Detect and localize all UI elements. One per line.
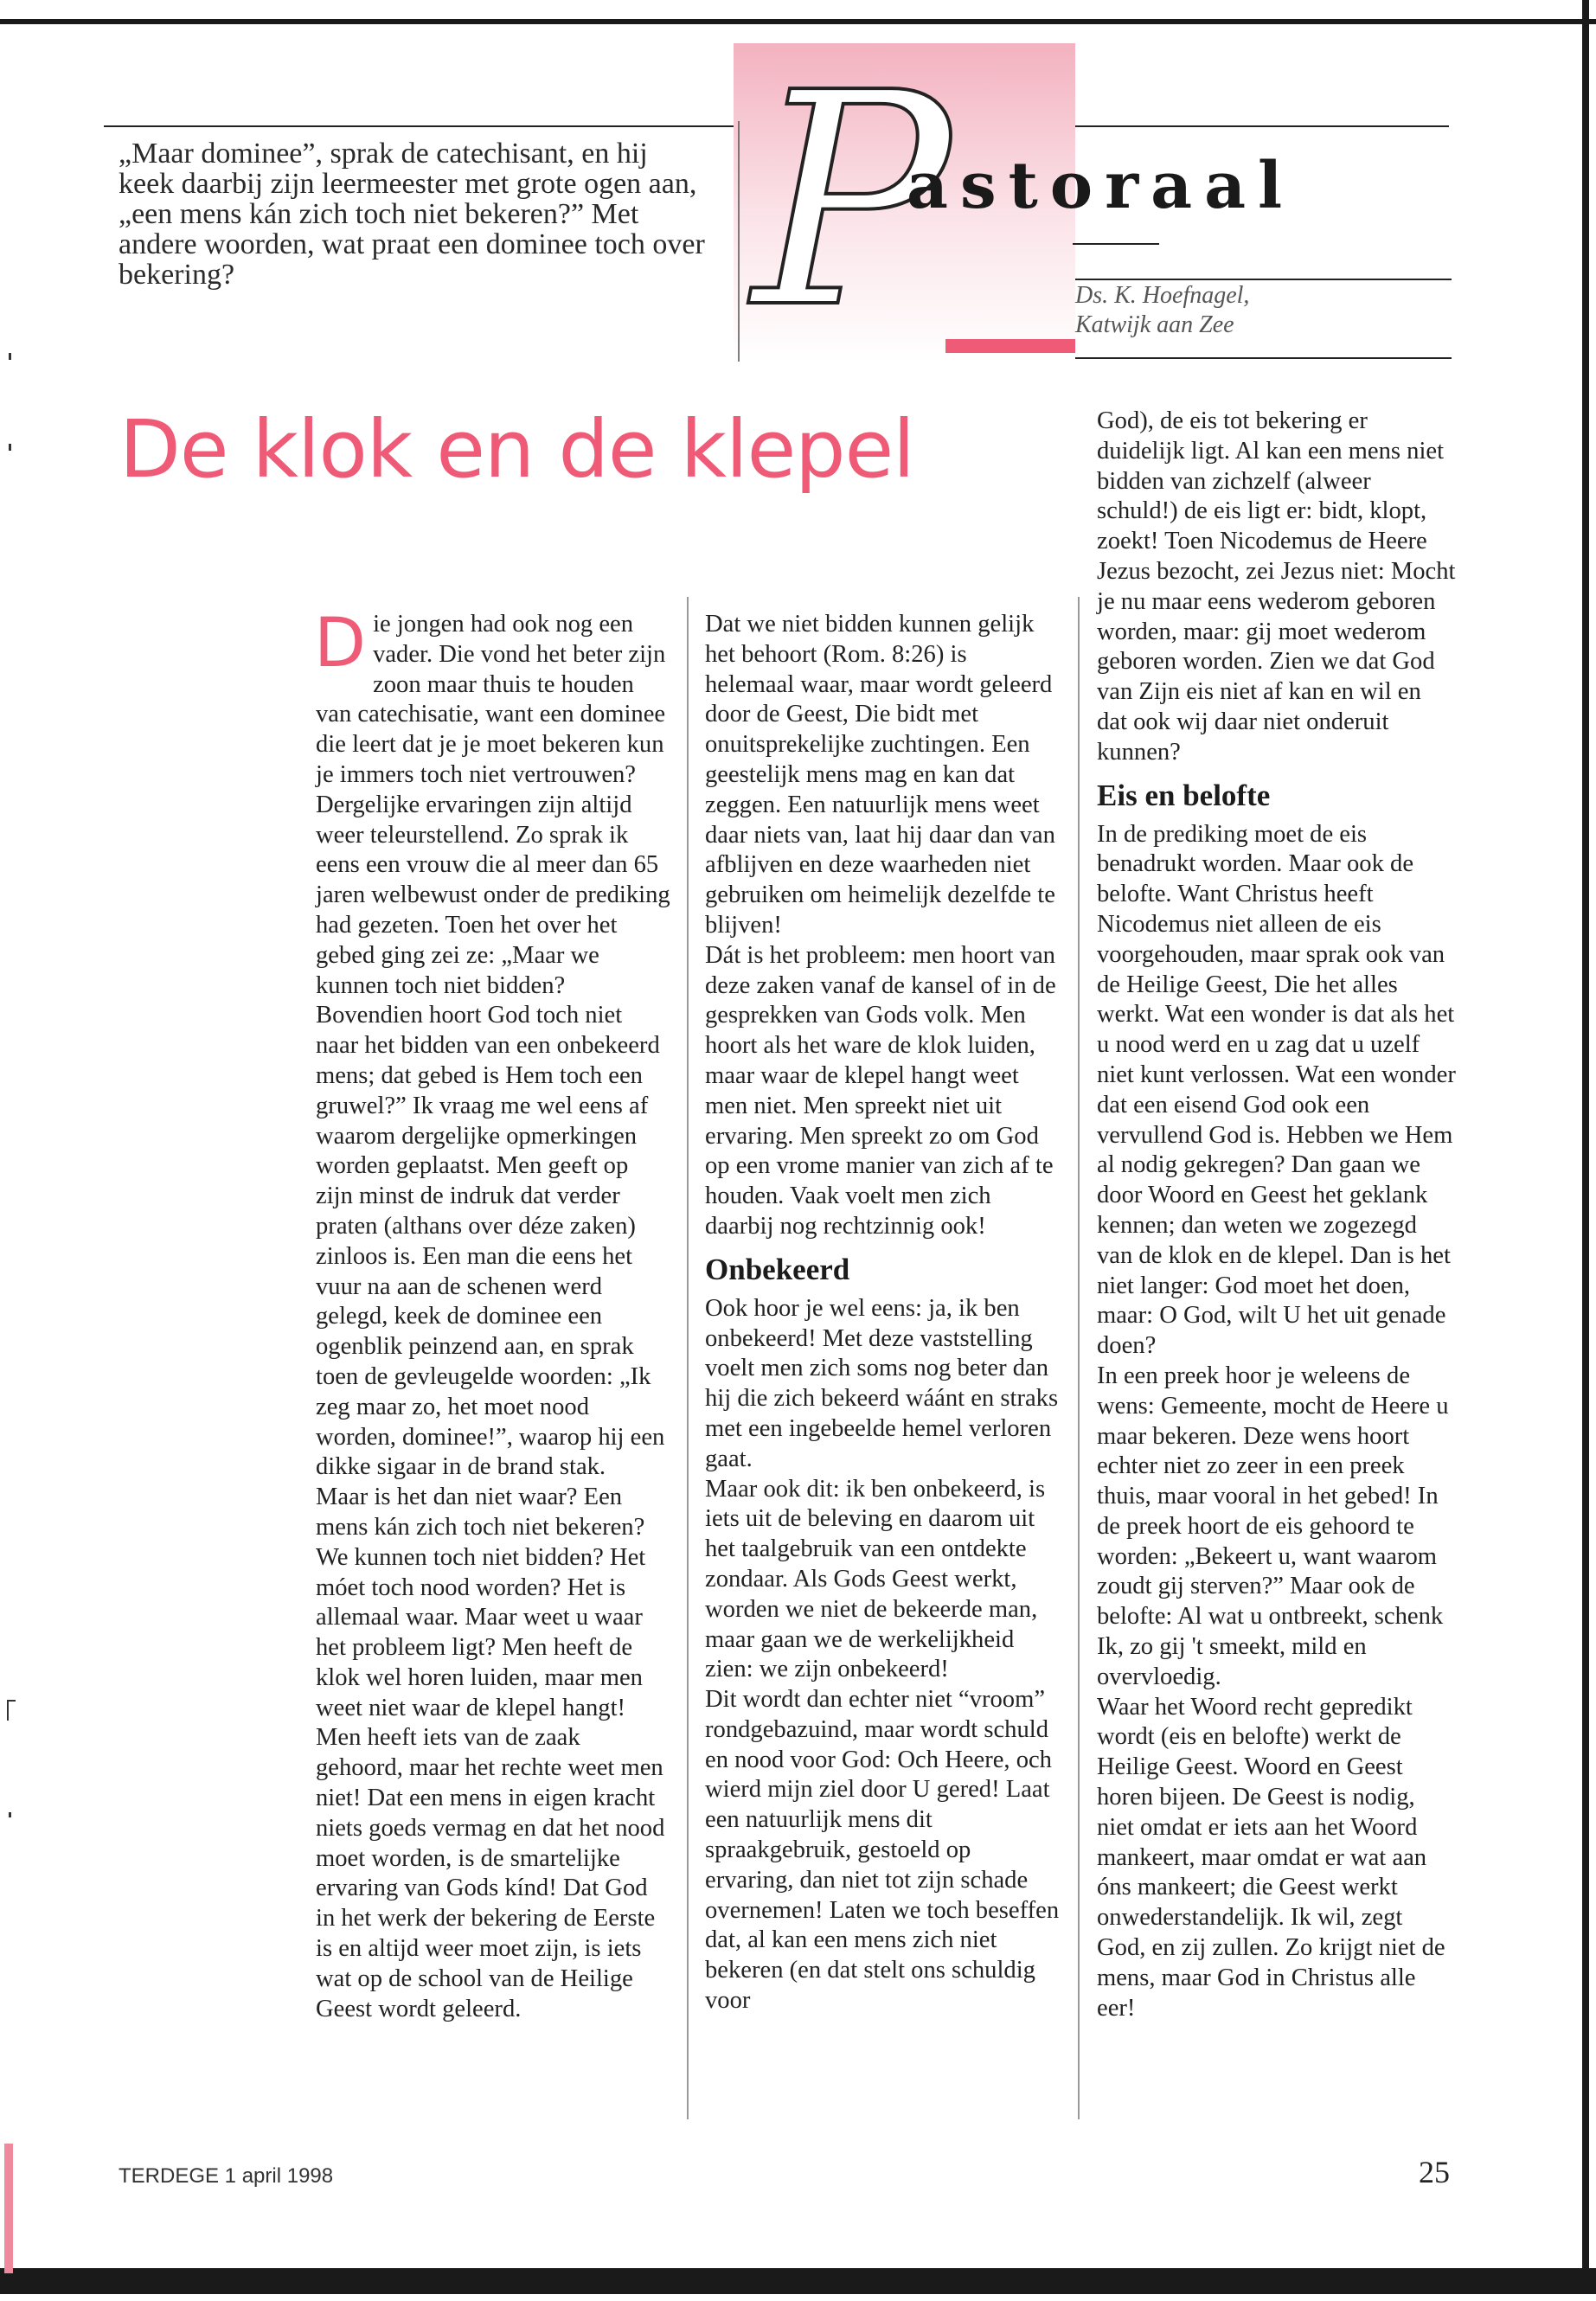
header-rule-left: [104, 125, 735, 127]
byline-rule-top: [1073, 279, 1452, 280]
column-divider: [1078, 597, 1080, 2119]
page-number: 25: [1419, 2155, 1450, 2189]
article-headline: De klok en de klepel: [119, 403, 914, 496]
logo-initial-letter: P: [753, 43, 951, 362]
subheading-eis-en-belofte: Eis en belofte: [1097, 778, 1271, 812]
scan-mark: [7, 1700, 9, 1721]
footer-magazine-date: TERDEGE 1 april 1998: [119, 2164, 334, 2188]
drop-cap: D: [314, 605, 367, 683]
body-paragraph: Dat we niet bidden kunnen gelijk het behoort (Rom. 8:26) is helemaal waar, maar wordt geleerd door de Geest, Die bidt met onuitsprekelijke zuchtingen. Een geestelijk mens mag en kan dat zeggen. Een natuurlijk mens weet daar niets van, laat hij daar dan van afblijven en deze waarheden niet gebruiken om heimelijk dezelfde te blijven!: [705, 611, 1055, 939]
bottom-rule: [0, 2268, 1596, 2294]
pink-margin-strip: [4, 2144, 13, 2273]
intro-paragraph: „Maar dominee”, sprak de catechisant, en hij keek daarbij zijn leermeester met grote ogen aan, „een mens kán zich toch niet bekeren?” Met andere woorden, wat praat een dominee toch over bekering?: [119, 138, 705, 291]
body-paragraph: Dergelijke ervaringen zijn altijd weer teleurstellend. Zo sprak ik eens een vrouw die al meer dan 65 jaren welbewust onder de prediking had gezeten. Toen het over het gebed ging zei ze: „Maar we kunnen toch niet bidden? Bovendien hoort God toch niet naar het bidden van een onbekeerd mens; dat gebed is Hem toch een gruwel?” Ik vraag me wel eens af waarom dergelijke opmerkingen worden geplaatst. Men geeft op zijn minst de indruk dat verder praten (althans over déze zaken) zinloos is. Een man die eens het vuur na aan de schenen werd gelegd, keek de dominee een ogenblik peinzend aan, en sprak toen de gevleugelde woorden: „Ik zeg maar zo, het moet nood worden, dominee!”, waarop hij een dikke sigaar in de brand stak.: [316, 791, 670, 1481]
subheading-onbekeerd: Onbekeerd: [705, 1252, 850, 1286]
body-paragraph: Ook hoor je wel eens: ja, ik ben onbekeerd! Met deze vaststelling voelt men zich soms nog beter dan hij die zich bekeerd wáánt en straks met een ingebeelde hemel verloren gaat.: [705, 1294, 1059, 1472]
scan-mark: [9, 1812, 11, 1817]
byline: [1075, 281, 1249, 340]
article-column-3: [1097, 407, 1456, 2023]
body-paragraph: Dát is het probleem: men hoort van deze zaken vanaf de kansel of in de gesprekken van Gods volk. Men hoort als het ware de klok luiden, maar waar de klepel hangt weet men niet. Men spreekt niet uit ervaring. Men spreekt zo om God op een vrome manier van zich af te houden. Vaak voelt men zich daarbij nog rechtzinnig ook!: [705, 941, 1056, 1240]
body-paragraph: In een preek hoor je weleens de wens: Gemeente, mocht de Heere u maar bekeren. Deze wens hoort echter niet zo zeer in een preek thuis, maar vooral in het gebed! In de preek hoort de eis gehoord te worden: „Bekeert u, want waarom zoudt gij sterven?” Maar ook de belofte: Al wat u ontbreekt, schenk Ik, zo gij 't smeekt, mild en overvloedig.: [1097, 1362, 1449, 1690]
body-paragraph: Maar is het dan niet waar? Een mens kán zich toch niet bekeren? We kunnen toch niet bidden? Het móet toch nood worden? Het is allemaal waar. Maar weet u waar het probleem ligt? Men heeft de klok wel horen luiden, maar men weet niet waar de klepel hangt! Men heeft iets van de zaak gehoord, maar het rechte weet men niet! Dat een mens in eigen kracht niets goeds vermag en dat het nood moet worden, is de smartelijke ervaring van Gods kínd! Dat God in het werk der bekering de Eerste is en altijd weer moet zijn, is iets wat op de school van de Heilige Geest wordt geleerd.: [316, 1484, 665, 2022]
logo-word: astoraal: [907, 149, 1295, 223]
byline-place: Katwijk aan Zee: [1075, 311, 1234, 338]
byline-author: Ds. K. Hoefnagel,: [1075, 282, 1250, 309]
body-paragraph: God), de eis tot bekering er duidelijk ligt. Al kan een mens niet bidden van zichzelf (alweer schuld!) de eis ligt er: bidt, klopt, zoekt! Toen Nicodemus de Heere Jezus bezocht, zei Jezus niet: Mocht je nu maar eens wederom geboren worden, maar: gij moet wederom geboren worden. Zien we dat God van Zijn eis niet af kan en wil en dat ook wij daar niet onderuit kunnen?: [1097, 407, 1456, 766]
logo-sub-rule: [1073, 243, 1159, 245]
top-rule: [0, 19, 1596, 24]
body-paragraph: Maar ook dit: ik ben onbekeerd, is iets uit de beleving en daarom uit het taalgebruik van een ontdekte zondaar. Als Gods Geest werkt, worden we niet de bekeerde man, maar gaan we de werkelijkheid zien: we zijn onbekeerd!: [705, 1475, 1046, 1683]
scan-mark: [9, 353, 11, 360]
body-paragraph: Die jongen had ook nog een vader. Die vond het beter zijn zoon maar thuis te houden van catechisatie, want een dominee die leert dat je je moet bekeren kun je immers toch niet vertrouwen?: [314, 605, 666, 788]
right-edge-rule: [1582, 0, 1589, 2271]
article-column-1: [314, 605, 670, 2024]
scan-mark: [9, 444, 11, 451]
body-paragraph: In de prediking moet de eis benadrukt worden. Maar ook de belofte. Want Christus heeft Nicodemus niet alleen de eis voorgehouden, maar sprak ook van de Heilige Geest, Die het alles werkt. Wat een wonder is dat als het u nood werd en u zag dat u uzelf niet kunt verlossen. Wat een wonder dat een eisend God ook een vervullend God is. Hebben we Hem al nodig gekregen? Dan gaan we door Woord en Geest het geklank kennen; dan weten we zogezegd van de klok en de klepel. Dan is het niet langer: God moet het doen, maar: O God, wilt U het uit genade doen?: [1097, 820, 1456, 1360]
byline-rule-bottom: [1073, 357, 1452, 359]
body-paragraph: Dit wordt dan echter niet “vroom” rondgebazuind, maar wordt schuld en nood voor God: Och Heere, och wierd mijn ziel door U gered! Laat een natuurlijk mens dit spraakgebruik, gestoeld op ervaring, dan niet tot zijn schade overnemen! Laten we toch beseffen dat, al kan een mens zich niet bekeren (en dat stelt ons schuldig voor: [705, 1686, 1060, 2015]
column-divider: [687, 597, 689, 2119]
logo-accent-bar: [945, 339, 1075, 353]
article-column-2: [705, 610, 1060, 2016]
body-paragraph: Waar het Woord recht gepredikt wordt (eis en belofte) werkt de Heilige Geest. Woord en Geest horen bijeen. De Geest is nodig, niet omdat er iets aan het Woord mankeert, maar omdat er wat aan óns mankeert; die Geest werkt onwederstandelijk. Ik wil, zegt God, en zij zullen. Zo krijgt niet de mens, maar God in Christus alle eer!: [1097, 1693, 1445, 2022]
